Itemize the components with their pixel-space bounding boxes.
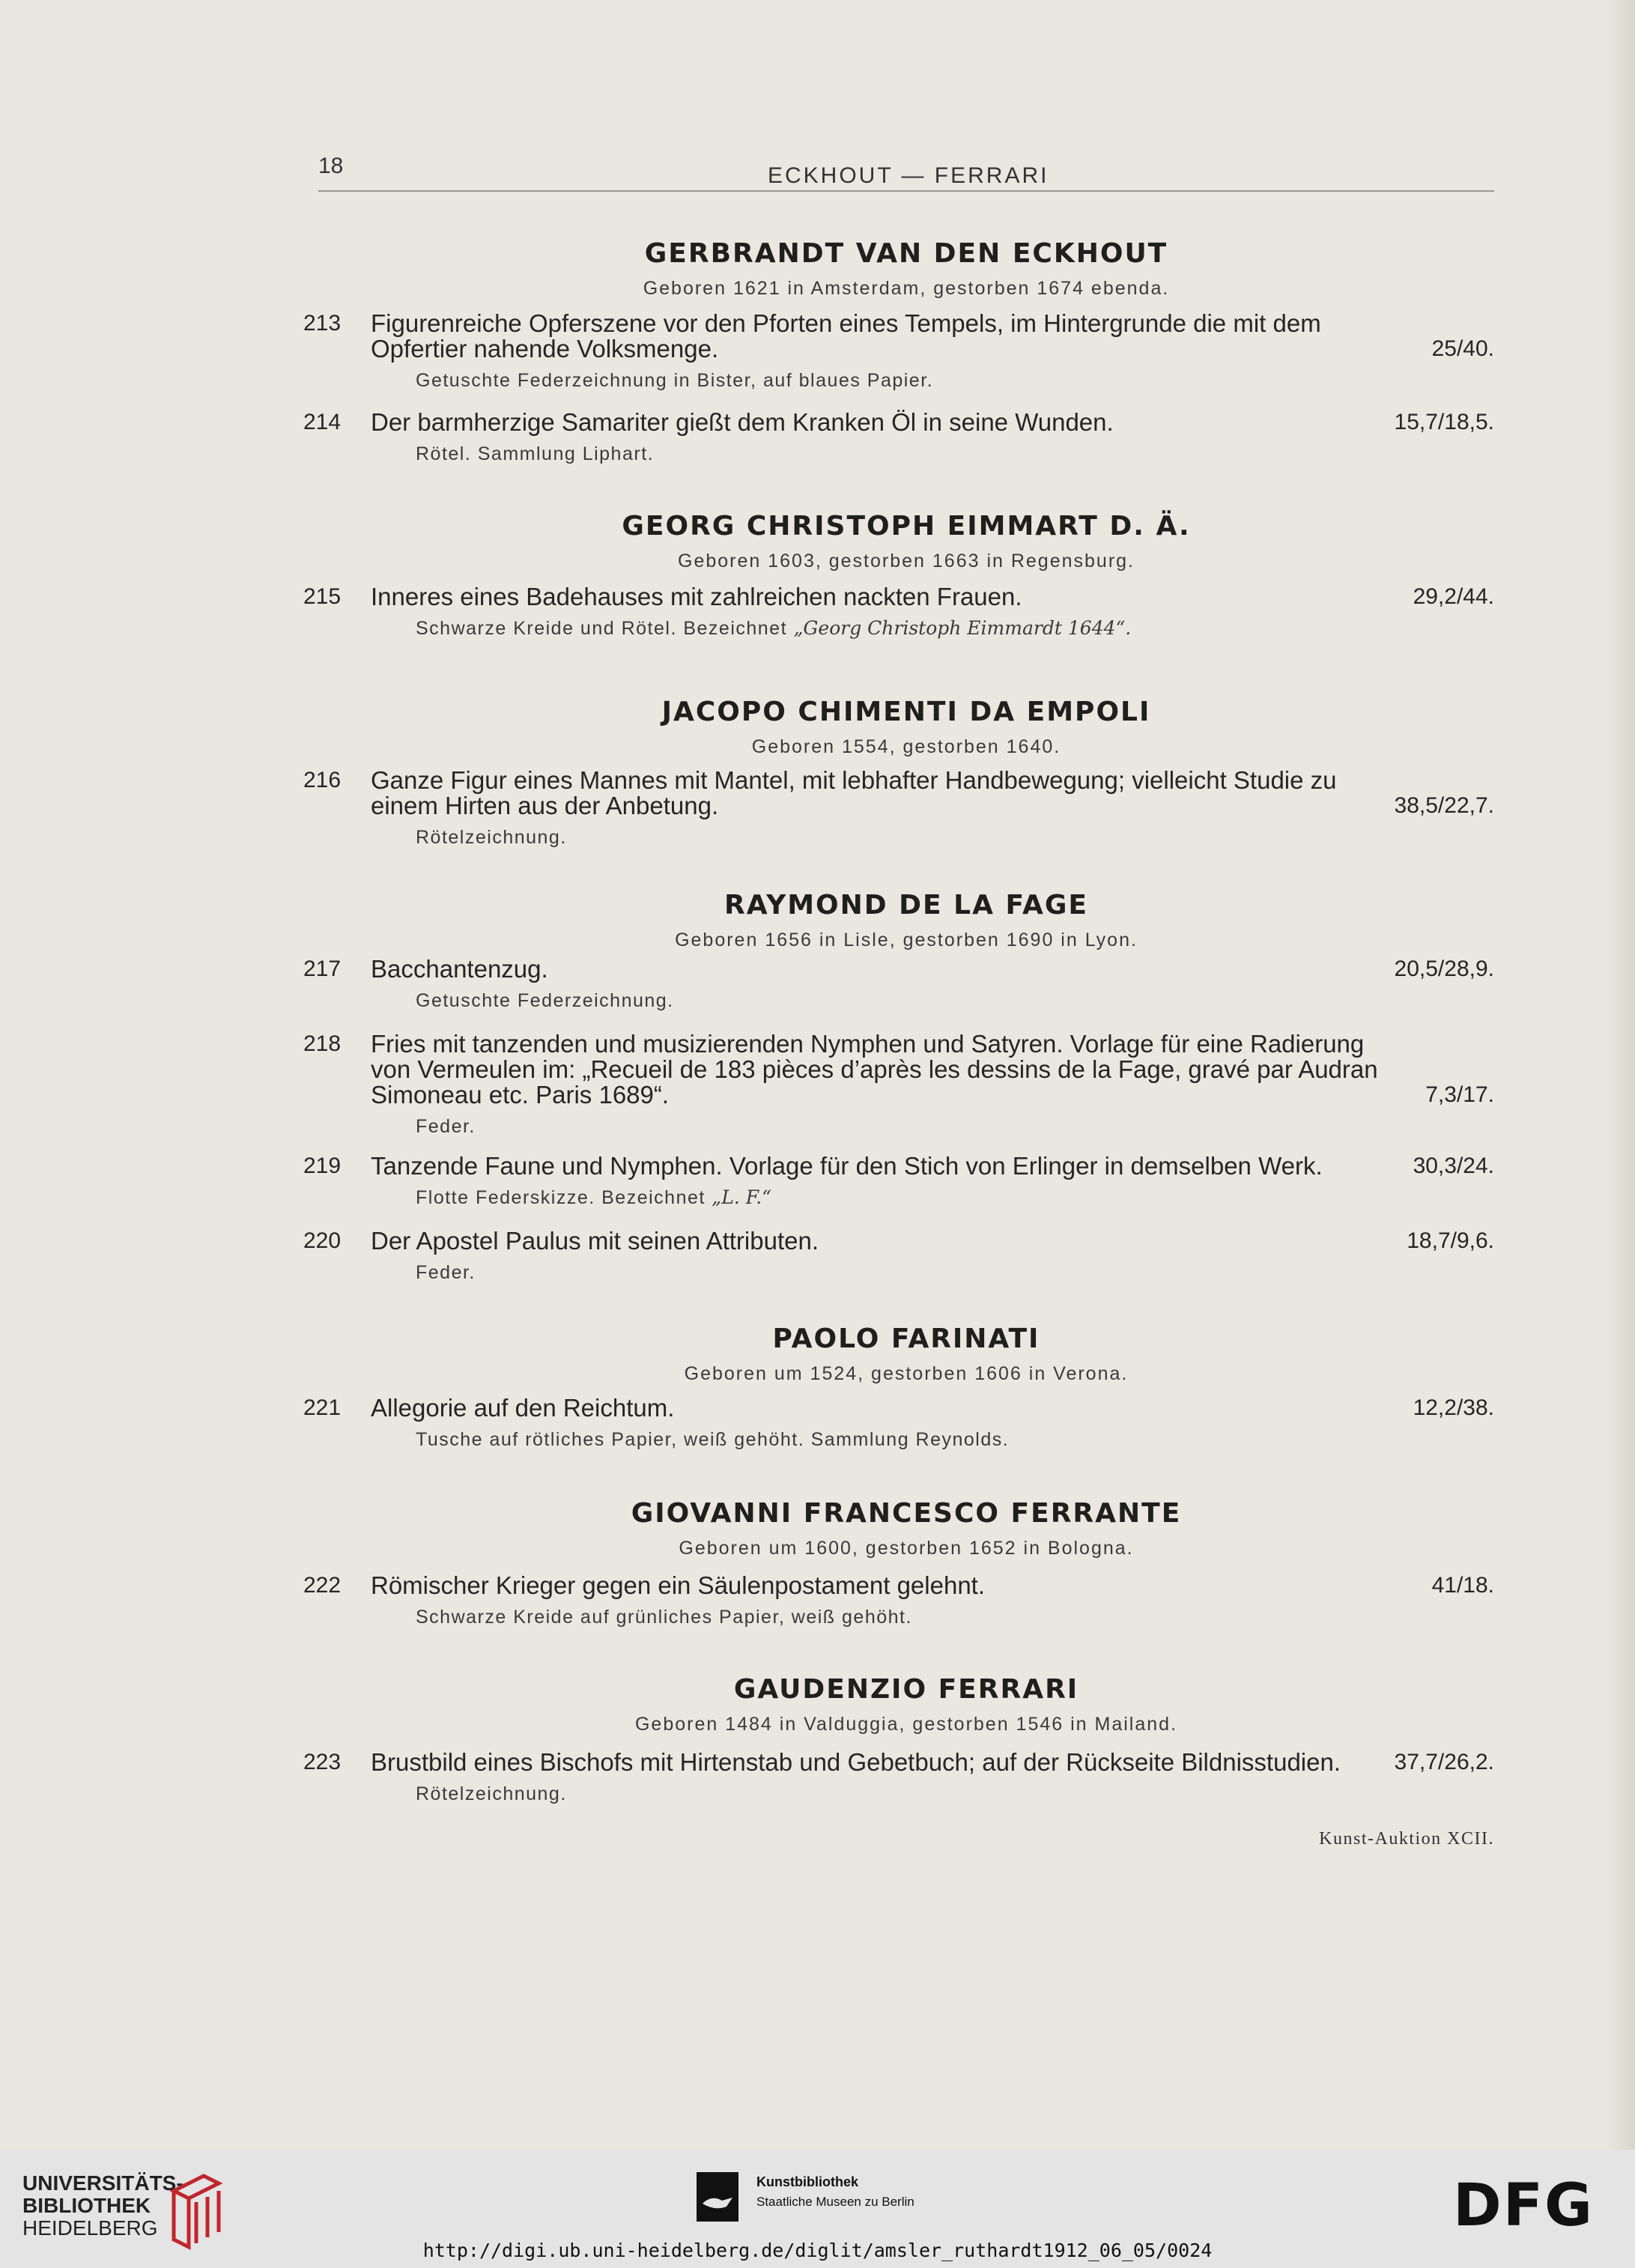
artist-heading	[300, 1323, 1513, 1385]
header-rule	[318, 190, 1494, 192]
entry-number: 217	[303, 956, 342, 981]
entry-dimensions: 38,5/22,7.	[1394, 793, 1494, 818]
entry-note-text: Rötelzeichnung.	[416, 1783, 567, 1804]
entry-note-text: Schwarze Kreide auf grünliches Papier, weiß gehöht.	[416, 1607, 912, 1628]
entry-dimensions: 30,3/24.	[1413, 1153, 1494, 1178]
entry-number: 213	[303, 311, 342, 336]
artist-bio: Geboren 1554, gestorben 1640.	[751, 736, 1061, 757]
entry-dimensions: 20,5/28,9.	[1394, 956, 1494, 981]
entry-note-text: Getuschte Federzeichnung in Bister, auf blaues Papier.	[416, 370, 934, 391]
catalog-entry	[303, 311, 1494, 392]
catalog-entry	[303, 1153, 1494, 1209]
kb-line-2: Staatliche Museen zu Berlin	[756, 2195, 914, 2209]
artist-name: JACOPO CHIMENTI DA EMPOLI	[661, 697, 1151, 727]
entry-text: Brustbild eines Bischofs mit Hirtenstab und Gebetbuch; auf der Rückseite Bildnisstudien.	[371, 1748, 1341, 1776]
dfg-logo[interactable]: DFG	[1453, 2172, 1595, 2240]
ub-line-1: UNIVERSITÄTS-	[22, 2171, 183, 2195]
entry-number: 221	[303, 1395, 342, 1420]
catalog-entry	[303, 1573, 1494, 1628]
entry-number: 219	[303, 1153, 342, 1178]
entry-note-text: Schwarze Kreide und Rötel. Bezeichnet	[416, 618, 794, 639]
catalog-entry	[303, 1395, 1494, 1451]
entry-number: 220	[303, 1228, 342, 1253]
artist-bio: Geboren 1603, gestorben 1663 in Regensburg.	[678, 551, 1135, 571]
entry-note	[303, 826, 1494, 849]
entry-note	[303, 1186, 1494, 1209]
entry-note	[303, 1606, 1494, 1628]
entry-note	[303, 1261, 1494, 1284]
artist-heading	[300, 238, 1513, 300]
artist-bio: Geboren um 1524, gestorben 1606 in Verona.	[684, 1363, 1129, 1384]
artist-heading	[300, 1498, 1513, 1559]
entry-note	[303, 617, 1494, 640]
artist-bio: Geboren 1656 in Lisle, gestorben 1690 in Lyon.	[675, 930, 1138, 950]
page-number: 18	[318, 154, 344, 178]
catalog-entry	[303, 956, 1494, 1012]
entry-dimensions: 37,7/26,2.	[1394, 1750, 1494, 1774]
artist-name: GEORG CHRISTOPH EIMMART D. Ä.	[622, 511, 1191, 542]
artist-name: GAUDENZIO FERRARI	[733, 1674, 1079, 1705]
catalog-entry	[303, 584, 1494, 640]
entry-dimensions: 29,2/44.	[1413, 584, 1494, 609]
entry-note	[303, 989, 1494, 1012]
kunstbibliothek-text[interactable]	[756, 2172, 914, 2212]
ub-line-2: BIBLIOTHEK	[22, 2194, 151, 2217]
entry-note	[303, 443, 1494, 465]
entry-note-text: Tusche auf rötliches Papier, weiß gehöht. Sammlung Reynolds.	[416, 1429, 1010, 1450]
entry-text: Römischer Krieger gegen ein Säulenpostament gelehnt.	[371, 1571, 986, 1599]
entry-note-text: Feder.	[416, 1116, 476, 1137]
page-edge-shadow	[1605, 0, 1635, 2150]
entry-number: 218	[303, 1031, 342, 1056]
artist-name: RAYMOND DE LA FAGE	[724, 890, 1088, 921]
entry-text: Figurenreiche Opferszene vor den Pforten eines Tempels, im Hintergrunde die mit dem Opfertier nahende Volksmenge.	[371, 309, 1321, 363]
entry-number: 222	[303, 1573, 342, 1598]
permalink-url[interactable]: http://digi.ub.uni-heidelberg.de/diglit/amsler_ruthardt1912_06_05/0024	[422, 2240, 1213, 2261]
catalog-entry	[303, 1228, 1494, 1284]
entry-text: Der Apostel Paulus mit seinen Attributen.	[371, 1227, 819, 1255]
entry-text: Fries mit tanzenden und musizierenden Nymphen und Satyren. Vorlage für eine Radierung von Vermeulen im: „Recueil de 183 pièces d’après les dessins de la Fage, gravé par Audran Simoneau etc. Paris 1689“.	[371, 1030, 1378, 1109]
entry-dimensions: 7,3/17.	[1425, 1082, 1494, 1107]
entry-note	[303, 369, 1494, 392]
artist-bio: Geboren 1621 in Amsterdam, gestorben 1674 ebenda.	[643, 278, 1170, 299]
artist-bio: Geboren 1484 in Valduggia, gestorben 1546 in Mailand.	[634, 1714, 1178, 1735]
kb-line-1: Kunstbibliothek	[756, 2174, 858, 2189]
entry-number: 215	[303, 584, 342, 609]
entry-dimensions: 25/40.	[1431, 336, 1494, 361]
entry-note	[303, 1115, 1494, 1138]
entry-note-text: Rötel. Sammlung Liphart.	[416, 443, 655, 464]
entry-note-text: Getuschte Federzeichnung.	[416, 990, 674, 1011]
entry-text: Allegorie auf den Reichtum.	[371, 1394, 675, 1422]
entry-note-inscription: „L. F.“	[712, 1186, 771, 1208]
entry-number: 216	[303, 768, 342, 792]
catalog-entry	[303, 768, 1494, 849]
entry-text: Bacchantenzug.	[371, 955, 548, 983]
kunstbibliothek-logo-icon[interactable]	[697, 2172, 738, 2222]
entry-note-text: Flotte Federskizze. Bezeichnet	[416, 1187, 712, 1208]
artist-heading	[300, 1674, 1513, 1735]
entry-text: Ganze Figur eines Mannes mit Mantel, mit lebhafter Handbewegung; vielleicht Studie zu einem Hirten aus der Anbetung.	[371, 766, 1337, 819]
entry-note	[303, 1783, 1494, 1805]
artist-heading	[300, 890, 1513, 951]
entry-number: 223	[303, 1750, 342, 1774]
artist-name: GIOVANNI FRANCESCO FERRANTE	[631, 1498, 1182, 1529]
artist-heading	[300, 511, 1513, 572]
entry-note-text: Rötelzeichnung.	[416, 827, 567, 848]
ub-heidelberg-logo-text[interactable]	[22, 2172, 183, 2240]
entry-number: 214	[303, 410, 342, 434]
ub-line-3: HEIDELBERG	[22, 2216, 158, 2240]
catalog-entry	[303, 1750, 1494, 1805]
entry-dimensions: 15,7/18,5.	[1394, 410, 1494, 434]
running-title: ECKHOUT — FERRARI	[768, 163, 1049, 188]
entry-dimensions: 18,7/9,6.	[1407, 1228, 1494, 1253]
entry-note-inscription: „Georg Christoph Eimmardt 1644“.	[793, 617, 1132, 639]
artist-bio: Geboren um 1600, gestorben 1652 in Bologna.	[679, 1538, 1134, 1559]
artist-name: PAOLO FARINATI	[772, 1323, 1040, 1354]
catalog-entry	[303, 1031, 1494, 1138]
auction-footer-note: Kunst-Auktion XCII.	[1319, 1829, 1494, 1849]
entry-text: Inneres eines Badehauses mit zahlreichen nackten Frauen.	[371, 583, 1022, 610]
artist-heading	[300, 697, 1513, 758]
catalog-entry	[303, 410, 1494, 465]
entry-dimensions: 41/18.	[1431, 1573, 1494, 1598]
entry-text: Tanzende Faune und Nymphen. Vorlage für den Stich von Erlinger in demselben Werk.	[371, 1152, 1323, 1180]
entry-text: Der barmherzige Samariter gießt dem Kranken Öl in seine Wunden.	[371, 408, 1114, 436]
entry-note-text: Feder.	[416, 1262, 476, 1283]
entry-note	[303, 1428, 1494, 1451]
entry-dimensions: 12,2/38.	[1413, 1395, 1494, 1420]
artist-name: GERBRANDT VAN DEN ECKHOUT	[644, 238, 1168, 269]
